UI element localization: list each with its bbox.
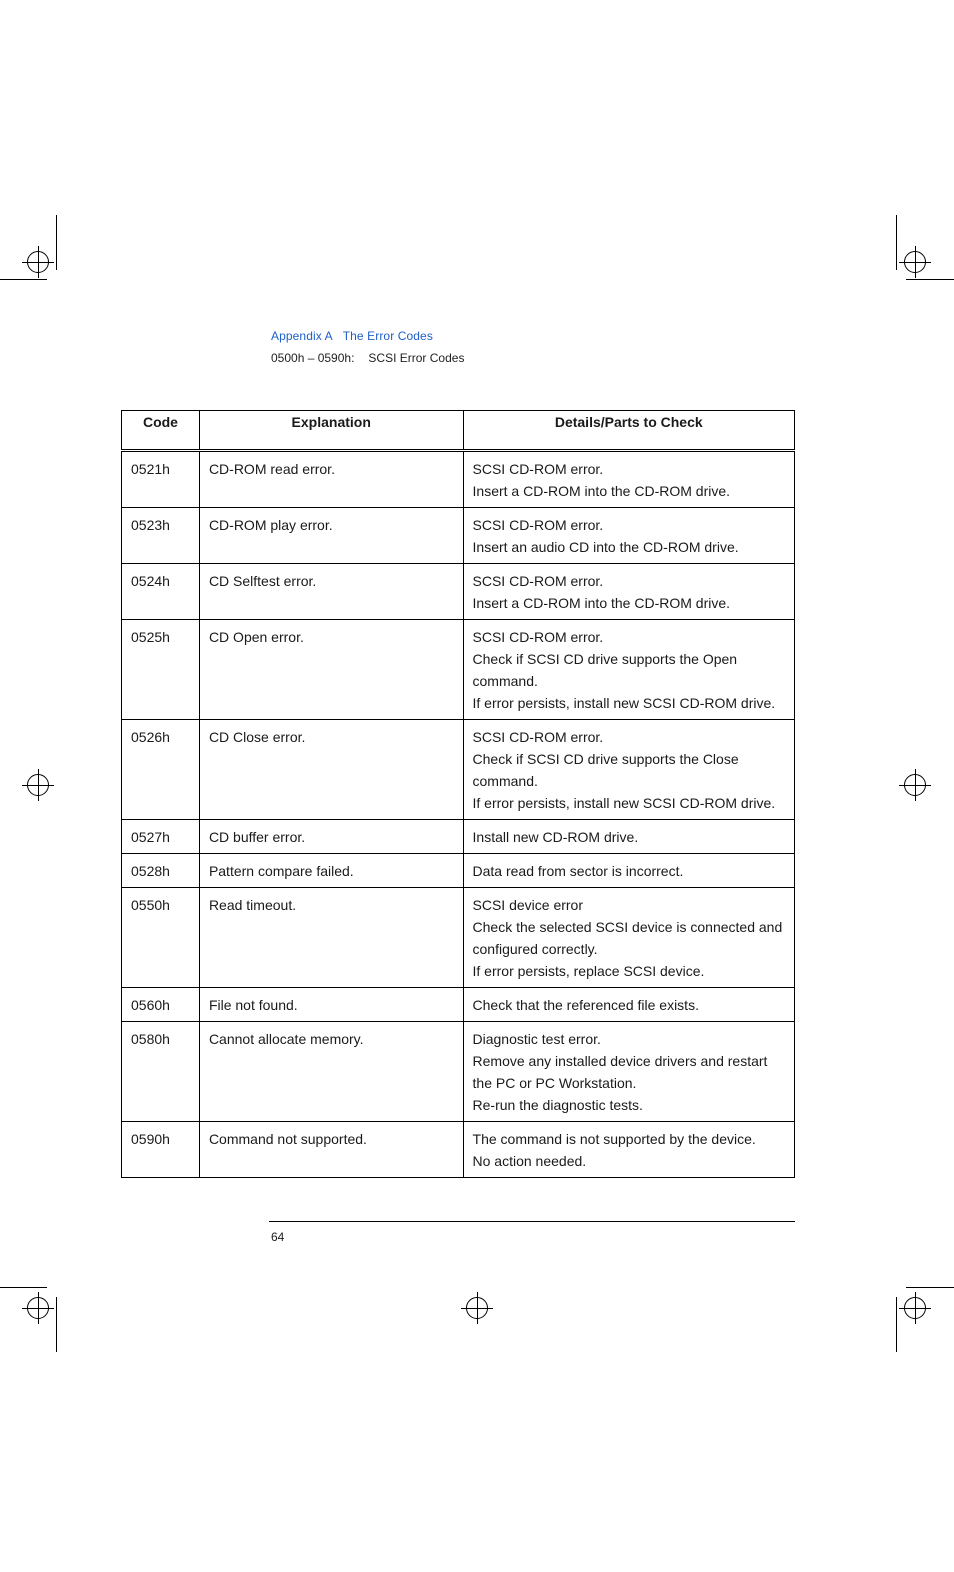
- table-row: [122, 720, 795, 820]
- registration-mark-icon: [904, 774, 926, 796]
- details-cell: [463, 508, 794, 564]
- explanation-cell: Cannot allocate memory.: [199, 1022, 463, 1122]
- column-header-explanation: Explanation: [199, 411, 463, 451]
- column-header-details: Details/Parts to Check: [463, 411, 794, 451]
- table-row: [122, 451, 795, 508]
- detail-line: Check if SCSI CD drive supports the Close command.: [472, 751, 739, 789]
- crop-mark: [0, 279, 47, 280]
- detail-line: Insert a CD-ROM into the CD-ROM drive.: [472, 595, 731, 611]
- explanation-cell: Read timeout.: [199, 888, 463, 988]
- details-cell: [463, 988, 794, 1022]
- explanation-cell: CD Open error.: [199, 620, 463, 720]
- registration-mark-icon: [466, 1297, 488, 1319]
- error-code-cell: 0528h: [122, 854, 200, 888]
- detail-line: Diagnostic test error.: [472, 1031, 601, 1047]
- registration-mark-icon: [904, 1297, 926, 1319]
- details-cell: [463, 820, 794, 854]
- details-cell: [463, 620, 794, 720]
- error-code-cell: 0580h: [122, 1022, 200, 1122]
- details-cell: [463, 1122, 794, 1178]
- table-row: [122, 1022, 795, 1122]
- explanation-cell: File not found.: [199, 988, 463, 1022]
- detail-line: SCSI CD-ROM error.: [472, 729, 604, 745]
- footer-rule: [269, 1221, 795, 1222]
- details-cell: [463, 888, 794, 988]
- crop-mark: [56, 1297, 57, 1352]
- table-row: [122, 854, 795, 888]
- detail-line: Insert a CD-ROM into the CD-ROM drive.: [472, 483, 731, 499]
- detail-line: If error persists, replace SCSI device.: [472, 963, 705, 979]
- explanation-cell: CD buffer error.: [199, 820, 463, 854]
- registration-mark-icon: [27, 251, 49, 273]
- details-cell: [463, 564, 794, 620]
- detail-line: SCSI CD-ROM error.: [472, 629, 604, 645]
- details-cell: [463, 1022, 794, 1122]
- registration-mark-icon: [904, 251, 926, 273]
- code-range: 0500h – 0590h:: [271, 351, 355, 365]
- section-header: [271, 351, 464, 365]
- detail-line: SCSI CD-ROM error.: [472, 517, 604, 533]
- table-row: [122, 1122, 795, 1178]
- detail-line: The command is not supported by the device.: [472, 1131, 756, 1147]
- detail-line: Remove any installed device drivers and restart the PC or PC Workstation.: [472, 1053, 768, 1091]
- explanation-cell: CD Close error.: [199, 720, 463, 820]
- detail-line: No action needed.: [472, 1153, 587, 1169]
- table-header-row: [122, 411, 795, 451]
- error-code-cell: 0523h: [122, 508, 200, 564]
- error-code-cell: 0521h: [122, 451, 200, 508]
- detail-line: SCSI CD-ROM error.: [472, 573, 604, 589]
- crop-mark: [906, 279, 954, 280]
- details-cell: [463, 720, 794, 820]
- detail-line: If error persists, install new SCSI CD-ROM drive.: [472, 695, 776, 711]
- table-body: [122, 451, 795, 1178]
- error-code-cell: 0526h: [122, 720, 200, 820]
- explanation-cell: CD Selftest error.: [199, 564, 463, 620]
- column-header-code: Code: [122, 411, 200, 451]
- detail-line: Check if SCSI CD drive supports the Open command.: [472, 651, 738, 689]
- explanation-cell: CD-ROM read error.: [199, 451, 463, 508]
- registration-mark-icon: [27, 1297, 49, 1319]
- crop-mark: [896, 215, 897, 270]
- error-code-table: [121, 410, 795, 1178]
- error-code-cell: 0560h: [122, 988, 200, 1022]
- chapter-title: The Error Codes: [342, 329, 433, 343]
- error-code-cell: 0550h: [122, 888, 200, 988]
- explanation-cell: Command not supported.: [199, 1122, 463, 1178]
- detail-line: SCSI CD-ROM error.: [472, 461, 604, 477]
- crop-mark: [896, 1297, 897, 1352]
- table-row: [122, 888, 795, 988]
- detail-line: Data read from sector is incorrect.: [472, 863, 684, 879]
- running-header: [271, 329, 433, 343]
- explanation-cell: Pattern compare failed.: [199, 854, 463, 888]
- section-title: SCSI Error Codes: [368, 351, 465, 365]
- detail-line: SCSI device error: [472, 897, 583, 913]
- crop-mark: [56, 215, 57, 270]
- detail-line: Check that the referenced file exists.: [472, 997, 699, 1013]
- detail-line: Check the selected SCSI device is connected and configured correctly.: [472, 919, 783, 957]
- crop-mark: [906, 1287, 954, 1288]
- error-code-cell: 0590h: [122, 1122, 200, 1178]
- table-row: [122, 508, 795, 564]
- explanation-cell: CD-ROM play error.: [199, 508, 463, 564]
- details-cell: [463, 451, 794, 508]
- page-number: 64: [271, 1230, 285, 1244]
- table-row: [122, 620, 795, 720]
- table-row: [122, 988, 795, 1022]
- error-code-cell: 0524h: [122, 564, 200, 620]
- detail-line: If error persists, install new SCSI CD-ROM drive.: [472, 795, 776, 811]
- detail-line: Insert an audio CD into the CD-ROM drive.: [472, 539, 739, 555]
- error-code-cell: 0525h: [122, 620, 200, 720]
- table-row: [122, 564, 795, 620]
- detail-line: Install new CD-ROM drive.: [472, 829, 639, 845]
- table-row: [122, 820, 795, 854]
- error-code-cell: 0527h: [122, 820, 200, 854]
- detail-line: Re-run the diagnostic tests.: [472, 1097, 643, 1113]
- appendix-label: Appendix A: [271, 329, 333, 343]
- crop-mark: [0, 1287, 47, 1288]
- details-cell: [463, 854, 794, 888]
- registration-mark-icon: [27, 774, 49, 796]
